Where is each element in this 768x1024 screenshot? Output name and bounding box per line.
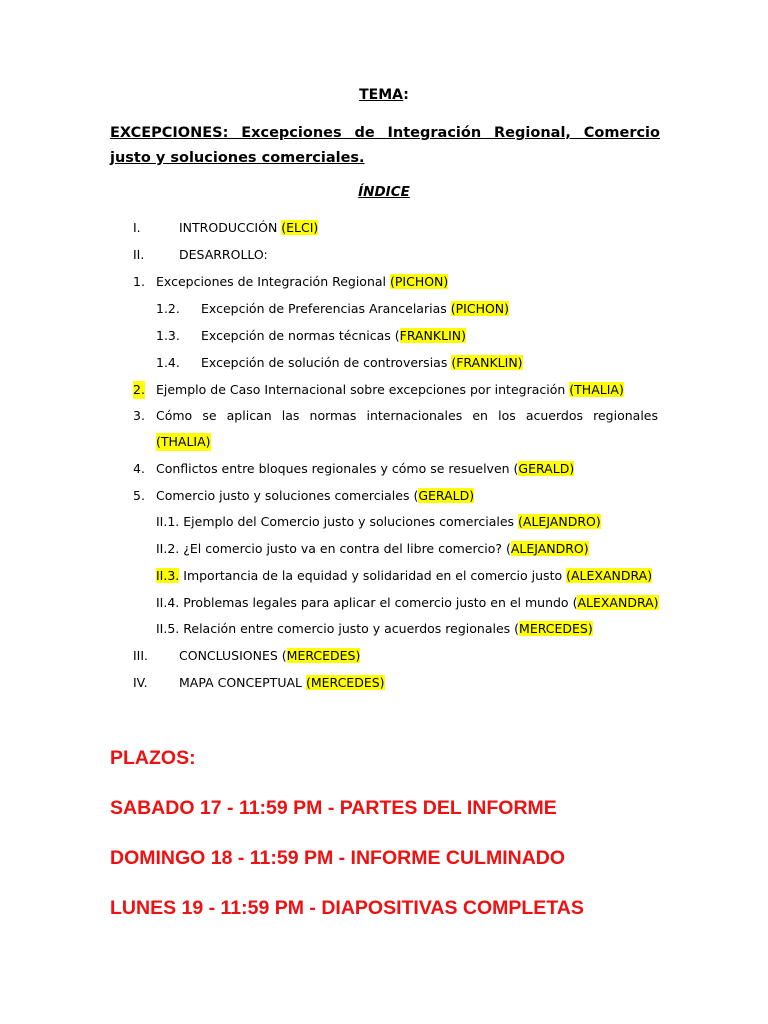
toc-item-assignee: (ALEJANDRO) (518, 514, 601, 529)
toc-item-title: INTRODUCCIÓN (179, 220, 282, 235)
toc-item-title: Relación entre comercio justo y acuerdos regionales (179, 621, 515, 636)
toc-item-number: III. (133, 648, 149, 663)
document-title: EXCEPCIONES: Excepciones de Integración Regional, Comercio justo y soluciones comerciales. (110, 125, 660, 166)
toc-item-assignee: (THALIA) (156, 434, 211, 449)
toc-item-assignee: ALEXANDRA) (577, 595, 659, 610)
toc-item-assignee: (PICHON) (389, 274, 449, 289)
toc-item-number: 2. (133, 382, 145, 397)
toc-item-text (156, 460, 574, 478)
toc-item-mapa-conceptual (0, 674, 768, 692)
toc-item-text (179, 647, 360, 665)
toc-item-text (156, 594, 659, 612)
toc-item-title: Ejemplo de Caso Internacional sobre excepciones por integración (156, 382, 570, 397)
toc-item-title: Problemas legales para aplicar el comercio justo en el mundo (179, 595, 573, 610)
toc-item-title: ¿El comercio justo va en contra del libre comercio? (179, 541, 506, 556)
toc-item-title: Ejemplo del Comercio justo y soluciones comerciales (179, 514, 519, 529)
toc-item-text (201, 300, 509, 318)
toc-item-assignee: GERALD) (518, 461, 575, 476)
toc-item-conflictos-bloques (0, 460, 768, 478)
toc-item-paren: ( (505, 541, 511, 556)
toc-item-text (156, 381, 624, 399)
toc-item-text (156, 487, 474, 505)
index-heading: ÍNDICE (358, 184, 410, 200)
toc-item-number: II. (133, 247, 145, 262)
topic-label-colon: : (403, 87, 409, 103)
toc-item-number: II.1. (156, 514, 180, 529)
toc-item-caso-internacional (0, 381, 768, 399)
toc-item-normas-internacionales-cont (0, 433, 768, 451)
toc-item-title: Importancia de la equidad y solidaridad en el comercio justo (179, 568, 567, 583)
toc-item-title: Conflictos entre bloques regionales y cómo se resuelven (156, 461, 514, 476)
toc-item-number: II.2. (156, 541, 180, 556)
toc-item-preferencias-arancelarias (0, 300, 768, 318)
toc-item-paren: ( (513, 461, 519, 476)
toc-item-assignee: (FRANKLIN) (451, 355, 523, 370)
toc-item-title: DESARROLLO: (179, 247, 268, 262)
toc-item-number: II.3. (156, 568, 180, 583)
toc-item-paren: ( (413, 488, 419, 503)
deadlines-heading: PLAZOS: (110, 747, 196, 769)
toc-item-text (201, 354, 523, 372)
toc-item-solucion-controversias (0, 354, 768, 372)
deadline-saturday: SABADO 17 - 11:59 PM - PARTES DEL INFORME (110, 797, 557, 819)
toc-item-text (156, 273, 448, 291)
toc-item-number: II.5. (156, 621, 180, 636)
toc-item-number: 5. (133, 488, 145, 503)
toc-item-number: 3. (133, 408, 145, 423)
toc-item-normas-internacionales (0, 407, 768, 425)
topic-label (0, 86, 768, 104)
toc-item-equidad-solidaridad (0, 567, 768, 585)
toc-item-text (156, 540, 589, 558)
toc-item-assignee: MERCEDES) (519, 621, 593, 636)
toc-item-title: Excepción de Preferencias Arancelarias (201, 301, 451, 316)
toc-item-problemas-legales (0, 594, 768, 612)
toc-item-assignee: (ELCI) (281, 220, 319, 235)
toc-item-desarrollo (0, 246, 768, 264)
toc-item-paren: ( (394, 328, 400, 343)
toc-item-paren: ( (514, 621, 520, 636)
toc-item-text (179, 674, 385, 692)
toc-item-title: CONCLUSIONES (179, 648, 282, 663)
toc-item-title: MAPA CONCEPTUAL (179, 675, 306, 690)
toc-item-assignee: (THALIA) (569, 382, 624, 397)
toc-item-title: Excepciones de Integración Regional (156, 274, 390, 289)
toc-item-assignee: (ALEXANDRA) (566, 568, 653, 583)
toc-item-number: 4. (133, 461, 145, 476)
toc-item-number: II.4. (156, 595, 180, 610)
toc-item-ejemplo-comercio-justo (0, 513, 768, 531)
toc-item-number: 1. (133, 274, 145, 289)
toc-item-libre-comercio (0, 540, 768, 558)
toc-item-title: Excepción de normas técnicas (201, 328, 395, 343)
toc-item-number: 1.4. (156, 355, 180, 370)
toc-item-conclusiones (0, 647, 768, 665)
toc-item-number: 1.3. (156, 328, 180, 343)
deadline-monday: LUNES 19 - 11:59 PM - DIAPOSITIVAS COMPLETAS (110, 897, 584, 919)
toc-item-assignee: MERCEDES) (286, 648, 361, 663)
topic-label-text: TEMA (359, 87, 404, 103)
toc-item-assignee: (PICHON) (450, 301, 510, 316)
toc-item-assignee: (MERCEDES) (305, 675, 385, 690)
toc-item-comercio-justo (0, 487, 768, 505)
toc-item-assignee: GERALD) (418, 488, 475, 503)
toc-item-number: IV. (133, 675, 148, 690)
toc-item-text (156, 513, 601, 531)
toc-item-paren: ( (572, 595, 578, 610)
toc-item-text (201, 327, 466, 345)
toc-item-paren: ( (281, 648, 287, 663)
toc-item-title: Comercio justo y soluciones comerciales (156, 488, 414, 503)
toc-item-integracion-regional (0, 273, 768, 291)
toc-item-number: 1.2. (156, 301, 180, 316)
toc-item-assignee: FRANKLIN) (399, 328, 466, 343)
toc-item-text (156, 567, 652, 585)
toc-item-number: I. (133, 220, 141, 235)
toc-item-title: Cómo se aplican las normas internacionales en los acuerdos regionales (156, 408, 658, 423)
toc-item-text (179, 219, 318, 237)
toc-item-introduccion (0, 219, 768, 237)
toc-item-acuerdos-regionales (0, 620, 768, 638)
toc-item-text (156, 620, 593, 638)
toc-item-title: Excepción de solución de controversias (201, 355, 452, 370)
toc-item-normas-tecnicas (0, 327, 768, 345)
deadline-sunday: DOMINGO 18 - 11:59 PM - INFORME CULMINADO (110, 847, 566, 869)
toc-item-assignee: ALEJANDRO) (510, 541, 589, 556)
